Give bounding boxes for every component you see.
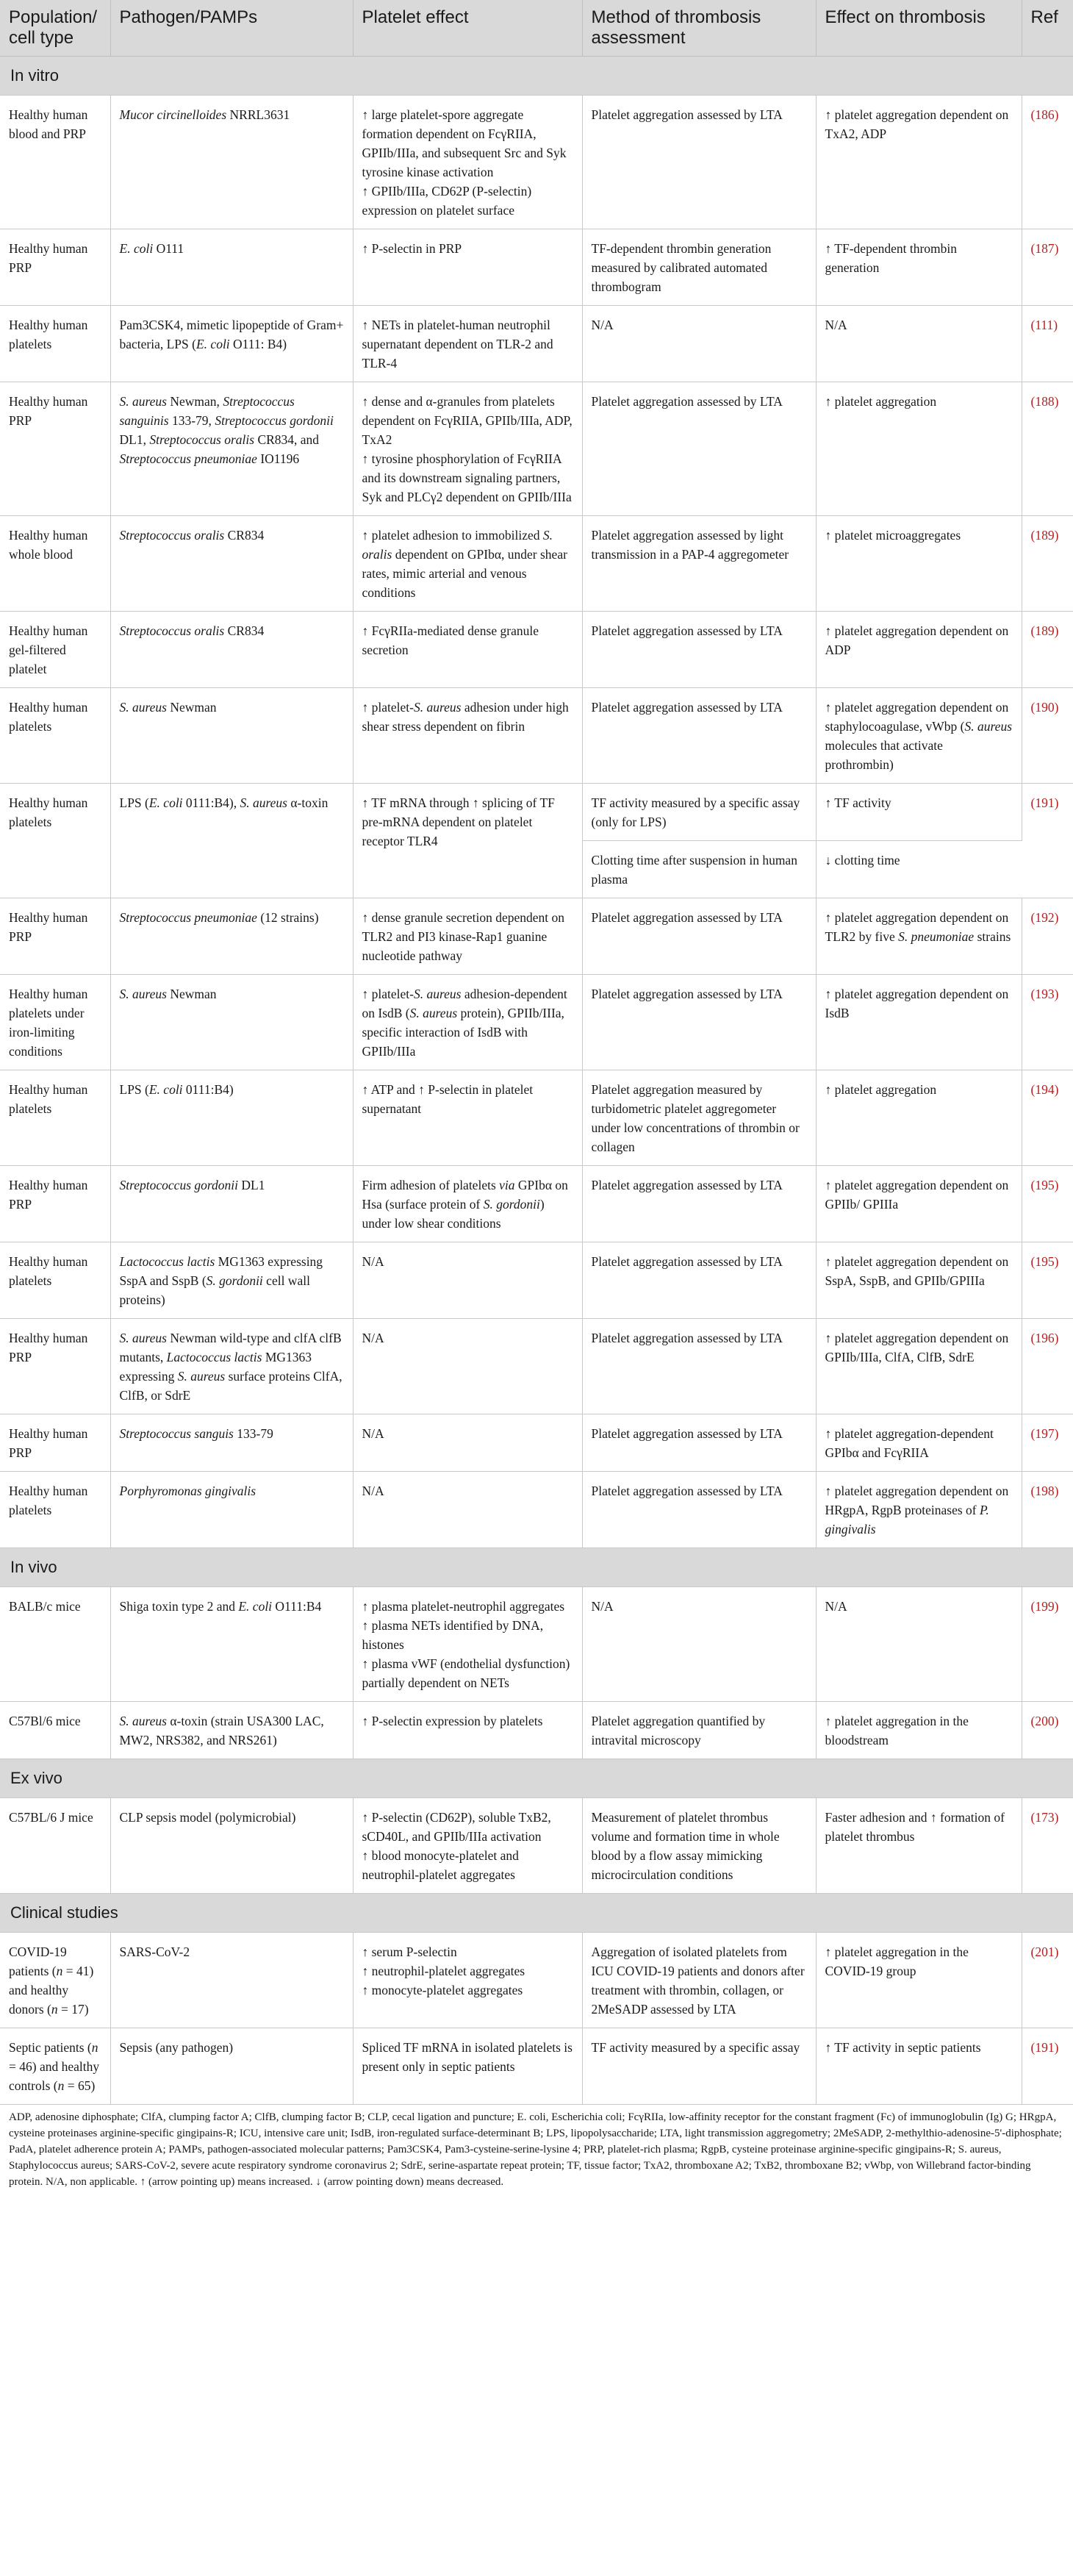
cell-method: Platelet aggregation assessed by LTA [582, 382, 816, 516]
table-row [0, 1587, 1073, 1702]
cell-pathogen: S. aureus Newman wild-type and clfA clfB mutants, Lactococcus lactis MG1363 expressing S. aureus surface proteins ClfA, ClfB, or SdrE [110, 1319, 353, 1414]
cell-pathogen: E. coli O111 [110, 229, 353, 306]
cell-ref: (173) [1022, 1798, 1073, 1894]
cell-platelet-effect: ↑ large platelet-spore aggregate formation dependent on FcγRIIA, GPIIb/IIIa, and subsequent Src and Syk tyrosine kinase activation ↑ GPIIb/IIIa, CD62P (P-selectin) expression on platelet surface [353, 96, 582, 229]
cell-method: Measurement of platelet thrombus volume and formation time in whole blood by a flow assay mimicking microcirculation conditions [582, 1798, 816, 1894]
cell-population: Healthy human platelets [0, 1242, 110, 1319]
cell-population: Healthy human whole blood [0, 516, 110, 612]
cell-platelet-effect: ↑ dense granule secretion dependent on TLR2 and PI3 kinase-Rap1 guanine nucleotide pathway [353, 898, 582, 975]
cell-population: BALB/c mice [0, 1587, 110, 1702]
cell-effect-thrombosis: ↑ platelet aggregation [816, 382, 1022, 516]
cell-population: Healthy human PRP [0, 382, 110, 516]
cell-ref: (189) [1022, 516, 1073, 612]
cell-ref: (186) [1022, 96, 1073, 229]
cell-method: Platelet aggregation assessed by LTA [582, 96, 816, 229]
cell-platelet-effect: ↑ NETs in platelet-human neutrophil supernatant dependent on TLR-2 and TLR-4 [353, 306, 582, 382]
cell-population: Healthy human platelets [0, 784, 110, 898]
cell-pathogen: CLP sepsis model (polymicrobial) [110, 1798, 353, 1894]
cell-platelet-effect: N/A [353, 1319, 582, 1414]
cell-platelet-effect: ↑ P-selectin expression by platelets [353, 1702, 582, 1759]
table-row [0, 1933, 1073, 2028]
cell-effect-thrombosis: ↑ platelet aggregation dependent on IsdB [816, 975, 1022, 1070]
cell-effect-thrombosis: ↑ TF activity in septic patients [816, 2028, 1022, 2105]
cell-effect-thrombosis: ↑ platelet aggregation dependent on ADP [816, 612, 1022, 688]
cell-platelet-effect: ↑ platelet-S. aureus adhesion under high shear stress dependent on fibrin [353, 688, 582, 784]
table-row [0, 898, 1073, 975]
cell-method: Platelet aggregation assessed by LTA [582, 1242, 816, 1319]
cell-platelet-effect: N/A [353, 1472, 582, 1548]
cell-population: Healthy human gel-filtered platelet [0, 612, 110, 688]
table-row [0, 2028, 1073, 2105]
cell-effect-thrombosis: ↑ TF-dependent thrombin generation [816, 229, 1022, 306]
cell-pathogen: LPS (E. coli 0111:B4) [110, 1070, 353, 1166]
cell-pathogen: SARS-CoV-2 [110, 1933, 353, 2028]
cell-platelet-effect: ↑ platelet-S. aureus adhesion-dependent on IsdB (S. aureus protein), GPIIb/IIIa, specific interaction of IsdB with GPIIb/IIIa [353, 975, 582, 1070]
cell-effect-thrombosis: ↑ platelet aggregation [816, 1070, 1022, 1166]
table-row [0, 1319, 1073, 1414]
cell-effect-thrombosis: N/A [816, 306, 1022, 382]
table-row [0, 229, 1073, 306]
header-platelet-effect: Platelet effect [353, 0, 582, 57]
cell-method: Platelet aggregation assessed by LTA [582, 688, 816, 784]
cell-pathogen: Streptococcus pneumoniae (12 strains) [110, 898, 353, 975]
table-row [0, 1702, 1073, 1759]
table-row [0, 1070, 1073, 1166]
cell-method: Platelet aggregation assessed by LTA [582, 1414, 816, 1472]
cell-ref: (196) [1022, 1319, 1073, 1414]
cell-pathogen: Porphyromonas gingivalis [110, 1472, 353, 1548]
cell-method: TF-dependent thrombin generation measured by calibrated automated thrombogram [582, 229, 816, 306]
cell-platelet-effect: ↑ P-selectin (CD62P), soluble TxB2, sCD40L, and GPIIb/IIIa activation ↑ blood monocyte-platelet and neutrophil-platelet aggregates [353, 1798, 582, 1894]
cell-effect-thrombosis: ↑ platelet aggregation dependent on GPIIb/ GPIIIa [816, 1166, 1022, 1242]
table-body [0, 57, 1073, 2105]
header-population: Population/ cell type [0, 0, 110, 57]
section-title: Ex vivo [0, 1759, 1073, 1798]
cell-effect-thrombosis: ↑ platelet aggregation dependent on HRgpA, RgpB proteinases of P. gingivalis [816, 1472, 1022, 1548]
table-row [0, 975, 1073, 1070]
table-row [0, 784, 1073, 841]
cell-platelet-effect: ↑ TF mRNA through ↑ splicing of TF pre-mRNA dependent on platelet receptor TLR4 [353, 784, 582, 898]
cell-method: Platelet aggregation assessed by LTA [582, 1472, 816, 1548]
cell-platelet-effect: N/A [353, 1242, 582, 1319]
cell-ref: (195) [1022, 1242, 1073, 1319]
section-row [0, 57, 1073, 96]
cell-effect-thrombosis: ↑ platelet aggregation dependent on GPIIb/IIIa, ClfA, ClfB, SdrE [816, 1319, 1022, 1414]
cell-method: TF activity measured by a specific assay (only for LPS) [582, 784, 816, 841]
cell-platelet-effect: ↑ platelet adhesion to immobilized S. oralis dependent on GPIbα, under shear rates, mimic arterial and venous conditions [353, 516, 582, 612]
cell-pathogen: Pam3CSK4, mimetic lipopeptide of Gram+ bacteria, LPS (E. coli O111: B4) [110, 306, 353, 382]
table-row [0, 688, 1073, 784]
cell-pathogen: LPS (E. coli 0111:B4), S. aureus α-toxin [110, 784, 353, 898]
cell-ref: (199) [1022, 1587, 1073, 1702]
cell-ref: (111) [1022, 306, 1073, 382]
header-ref: Ref [1022, 0, 1073, 57]
cell-ref: (192) [1022, 898, 1073, 975]
cell-population: Healthy human PRP [0, 1414, 110, 1472]
cell-effect-thrombosis: Faster adhesion and ↑ formation of platelet thrombus [816, 1798, 1022, 1894]
cell-method: Platelet aggregation assessed by LTA [582, 898, 816, 975]
table-row [0, 382, 1073, 516]
table-row [0, 612, 1073, 688]
cell-platelet-effect: ↑ FcγRIIa-mediated dense granule secretion [353, 612, 582, 688]
cell-effect-thrombosis: ↑ platelet aggregation in the bloodstream [816, 1702, 1022, 1759]
cell-method: TF activity measured by a specific assay [582, 2028, 816, 2105]
cell-pathogen: S. aureus α-toxin (strain USA300 LAC, MW2, NRS382, and NRS261) [110, 1702, 353, 1759]
cell-pathogen: Shiga toxin type 2 and E. coli O111:B4 [110, 1587, 353, 1702]
cell-population: Healthy human platelets [0, 688, 110, 784]
cell-ref: (198) [1022, 1472, 1073, 1548]
cell-effect-thrombosis: ↑ platelet aggregation in the COVID-19 group [816, 1933, 1022, 2028]
cell-platelet-effect: ↑ ATP and ↑ P-selectin in platelet supernatant [353, 1070, 582, 1166]
cell-population: Healthy human blood and PRP [0, 96, 110, 229]
cell-effect-thrombosis: ↑ platelet microaggregates [816, 516, 1022, 612]
cell-pathogen: Mucor circinelloides NRRL3631 [110, 96, 353, 229]
cell-ref: (193) [1022, 975, 1073, 1070]
table-row [0, 1166, 1073, 1242]
cell-pathogen: S. aureus Newman [110, 975, 353, 1070]
cell-pathogen: Sepsis (any pathogen) [110, 2028, 353, 2105]
section-row [0, 1548, 1073, 1587]
table-row [0, 1242, 1073, 1319]
cell-ref: (195) [1022, 1166, 1073, 1242]
cell-ref: (189) [1022, 612, 1073, 688]
cell-pathogen: S. aureus Newman [110, 688, 353, 784]
cell-ref: (200) [1022, 1702, 1073, 1759]
cell-method: Platelet aggregation assessed by LTA [582, 1319, 816, 1414]
cell-population: Healthy human platelets [0, 306, 110, 382]
cell-effect-thrombosis: ↑ TF activity [816, 784, 1022, 841]
cell-ref: (187) [1022, 229, 1073, 306]
cell-ref: (188) [1022, 382, 1073, 516]
cell-population: C57BL/6 J mice [0, 1798, 110, 1894]
header-method: Method of thrombosis assessment [582, 0, 816, 57]
section-row [0, 1759, 1073, 1798]
cell-population: Healthy human PRP [0, 1319, 110, 1414]
cell-platelet-effect: ↑ serum P-selectin ↑ neutrophil-platelet aggregates ↑ monocyte-platelet aggregates [353, 1933, 582, 2028]
cell-effect-thrombosis: ↑ platelet aggregation dependent on TLR2 by five S. pneumoniae strains [816, 898, 1022, 975]
cell-method: N/A [582, 1587, 816, 1702]
cell-ref: (194) [1022, 1070, 1073, 1166]
cell-method: Platelet aggregation assessed by light transmission in a PAP-4 aggregometer [582, 516, 816, 612]
cell-method: N/A [582, 306, 816, 382]
cell-population: COVID-19 patients (n = 41) and healthy donors (n = 17) [0, 1933, 110, 2028]
cell-population: Healthy human PRP [0, 1166, 110, 1242]
header-pathogen: Pathogen/PAMPs [110, 0, 353, 57]
cell-platelet-effect: Firm adhesion of platelets via GPIbα on Hsa (surface protein of S. gordonii) under low shear conditions [353, 1166, 582, 1242]
cell-effect-thrombosis: ↑ platelet aggregation dependent on TxA2, ADP [816, 96, 1022, 229]
table-footnote: ADP, adenosine diphosphate; ClfA, clumping factor A; ClfB, clumping factor B; CLP, cecal ligation and puncture; E. coli, Escherichia coli; FcγRIIa, low-affinity receptor for the constant fragment (Fc) of immunoglobulin (Ig) G; HRgpA, cysteine proteinases arginine-specific gingipains-R; ICU, intensive care unit; IsdB, iron-regulated surface-determinant B; LPS, lipopolysaccharide; LTA, light transmission aggregometry; 2MeSADP, 2-methylthio-adenosine-5'-diphosphate; PadA, platelet adherence protein A; PAMPs, pathogen-associated molecular patterns; Pam3CSK4, Pam3-cysteine-serine-lysine 4; PRP, platelet-rich plasma; RgpB, cysteine proteinase arginine-specific gingipains-R; S. aureus, Staphylococcus aureus; SARS-CoV-2, severe acute respiratory syndrome coronavirus 2; SdrE, serine-aspartate repeat protein; TF, tissue factor; TxA2, thromboxane A2; TxB2, thromboxane B2; vWbp, von Willebrand factor-binding protein. N/A, non applicable. ↑ (arrow pointing up) means increased. ↓ (arrow pointing down) means decreased. [9, 2111, 1062, 2188]
cell-method: Platelet aggregation assessed by LTA [582, 975, 816, 1070]
cell-pathogen: Streptococcus sanguis 133-79 [110, 1414, 353, 1472]
cell-ref: (191) [1022, 2028, 1073, 2105]
cell-method: Platelet aggregation assessed by LTA [582, 612, 816, 688]
cell-platelet-effect: ↑ dense and α-granules from platelets dependent on FcγRIIA, GPIIb/IIIa, ADP, TxA2 ↑ tyrosine phosphorylation of FcγRIIA and its downstream signaling partners, Syk and PLCγ2 dependent on GPIIb/IIIa [353, 382, 582, 516]
cell-ref: (190) [1022, 688, 1073, 784]
section-title: In vivo [0, 1548, 1073, 1587]
table-row [0, 306, 1073, 382]
cell-pathogen: Streptococcus oralis CR834 [110, 612, 353, 688]
cell-pathogen: S. aureus Newman, Streptococcus sanguinis 133-79, Streptococcus gordonii DL1, Streptococcus oralis CR834, and Streptococcus pneumoniae IO1196 [110, 382, 353, 516]
table-header-row [0, 0, 1073, 57]
cell-effect-thrombosis: ↑ platelet aggregation dependent on staphylocoagulase, vWbp (S. aureus molecules that activate prothrombin) [816, 688, 1022, 784]
cell-platelet-effect: Spliced TF mRNA in isolated platelets is present only in septic patients [353, 2028, 582, 2105]
cell-ref: (197) [1022, 1414, 1073, 1472]
cell-population: Healthy human PRP [0, 898, 110, 975]
cell-population: Septic patients (n = 46) and healthy controls (n = 65) [0, 2028, 110, 2105]
cell-platelet-effect: N/A [353, 1414, 582, 1472]
cell-ref: (191) [1022, 784, 1073, 898]
cell-pathogen: Lactococcus lactis MG1363 expressing SspA and SspB (S. gordonii cell wall proteins) [110, 1242, 353, 1319]
cell-method: Platelet aggregation quantified by intravital microscopy [582, 1702, 816, 1759]
table-row [0, 1798, 1073, 1894]
cell-population: Healthy human platelets under iron-limiting conditions [0, 975, 110, 1070]
table-row [0, 1414, 1073, 1472]
cell-method: Clotting time after suspension in human plasma [582, 841, 816, 898]
cell-population: Healthy human PRP [0, 229, 110, 306]
cell-effect-thrombosis: ↑ platelet aggregation dependent on SspA, SspB, and GPIIb/GPIIIa [816, 1242, 1022, 1319]
cell-effect-thrombosis: ↑ platelet aggregation-dependent GPIbα and FcγRIIA [816, 1414, 1022, 1472]
cell-population: Healthy human platelets [0, 1472, 110, 1548]
section-row [0, 1894, 1073, 1933]
table-row [0, 516, 1073, 612]
section-title: Clinical studies [0, 1894, 1073, 1933]
table-row [0, 1472, 1073, 1548]
cell-effect-thrombosis: ↓ clotting time [816, 841, 1022, 898]
cell-pathogen: Streptococcus gordonii DL1 [110, 1166, 353, 1242]
cell-pathogen: Streptococcus oralis CR834 [110, 516, 353, 612]
cell-effect-thrombosis: N/A [816, 1587, 1022, 1702]
cell-ref: (201) [1022, 1933, 1073, 2028]
table-row [0, 96, 1073, 229]
cell-population: C57Bl/6 mice [0, 1702, 110, 1759]
cell-population: Healthy human platelets [0, 1070, 110, 1166]
cell-method: Platelet aggregation assessed by LTA [582, 1166, 816, 1242]
cell-method: Aggregation of isolated platelets from ICU COVID-19 patients and donors after treatment with thrombin, collagen, or 2MeSADP assessed by LTA [582, 1933, 816, 2028]
cell-method: Platelet aggregation measured by turbidometric platelet aggregometer under low concentrations of thrombin or collagen [582, 1070, 816, 1166]
cell-platelet-effect: ↑ P-selectin in PRP [353, 229, 582, 306]
section-title: In vitro [0, 57, 1073, 96]
cell-platelet-effect: ↑ plasma platelet-neutrophil aggregates ↑ plasma NETs identified by DNA, histones ↑ plasma vWF (endothelial dysfunction) partially dependent on NETs [353, 1587, 582, 1702]
header-effect-thrombosis: Effect on thrombosis [816, 0, 1022, 57]
